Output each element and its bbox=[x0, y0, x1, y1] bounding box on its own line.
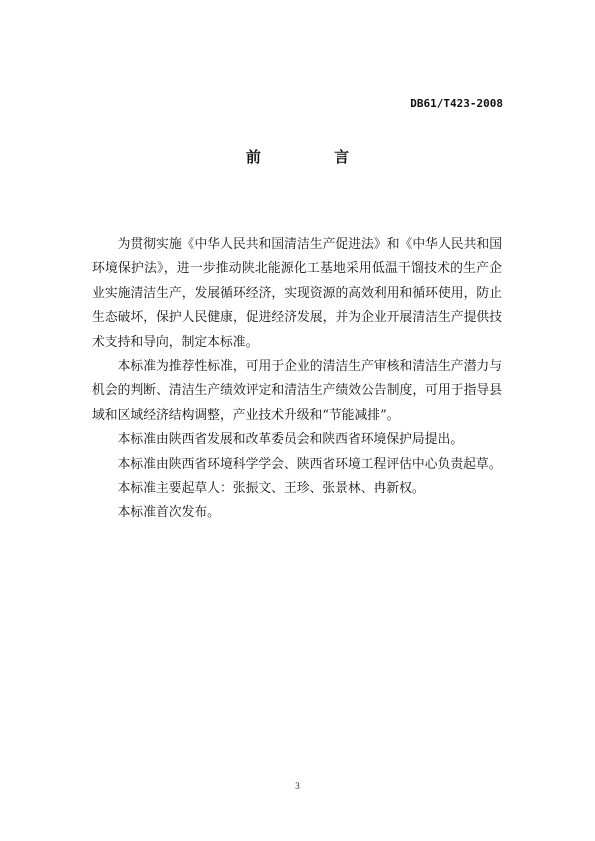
paragraph-drafting-org: 本标准由陕西省环境科学学会、陕西省环境工程评估中心负责起草。 bbox=[117, 456, 502, 472]
page-number: 3 bbox=[295, 781, 300, 791]
foreword-body bbox=[92, 233, 502, 526]
page-title: 前 言 bbox=[245, 148, 384, 166]
paragraph-applicability: 本标准为推荐性标准，可用于企业的清洁生产审核和清洁生产潜力与机会的判断、清洁生产绩效评定和清洁生产绩效公告制度，可用于指导县域和区域经济结构调整，产业技术升级和“节能减排”。 bbox=[92, 359, 502, 423]
paragraph-first-release: 本标准首次发布。 bbox=[117, 505, 220, 521]
paragraph-purpose: 为贯彻实施《中华人民共和国清洁生产促进法》和《中华人民共和国环境保护法》，进一步推动陕北能源化工基地采用低温干馏技术的生产企业实施清洁生产，发展循环经济，实现资源的高效利用和循环使用，防止生态破坏，保护人民健康，促进经济发展，并为企业开展清洁生产提供技术支持和导向，制定本标准。 bbox=[92, 237, 502, 350]
paragraph-proposer: 本标准由陕西省发展和改革委员会和陕西省环境保护局提出。 bbox=[117, 432, 464, 448]
paragraph-drafters: 本标准主要起草人：张振文、王珍、张景林、冉新权。 bbox=[117, 481, 425, 497]
standard-code: DB61/T423-2008 bbox=[410, 97, 503, 110]
